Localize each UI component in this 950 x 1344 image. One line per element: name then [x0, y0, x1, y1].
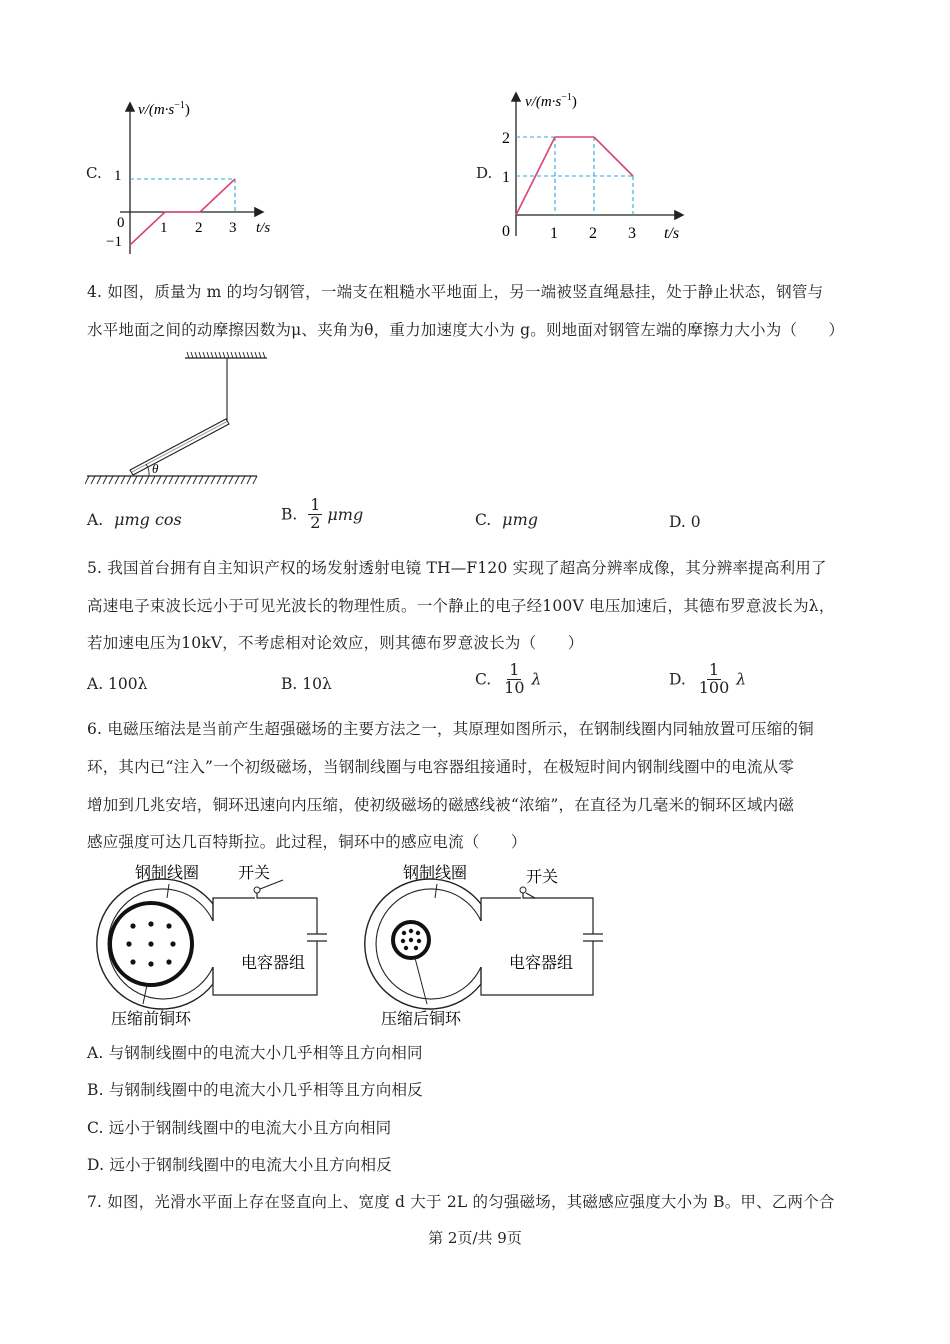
- switch-label-before: 开关: [238, 865, 271, 882]
- coil-before-diagram: [85, 858, 350, 1033]
- switch-label-after: 开关: [526, 869, 559, 886]
- q5-option-d-label: D.: [669, 670, 686, 689]
- coil-label-after: 钢制线圈: [403, 865, 468, 882]
- graph-c-x-tick-2: 2: [195, 220, 203, 236]
- q5-option-c-den: 10: [504, 677, 525, 697]
- q6-line-1: 6. 电磁压缩法是当前产生超强磁场的主要方法之一，其原理如图所示，在钢制线圈内同轴放置可压缩的铜: [87, 720, 814, 738]
- q6-figure-before: [85, 858, 350, 1033]
- page-footer: 第 2页/共 9页: [428, 1229, 522, 1247]
- q5-line-2: 高速电子束波长远小于可见光波长的物理性质。一个静止的电子经100V 电压加速后，其德布罗意波长为λ，: [87, 597, 835, 615]
- q5-option-d-num: 1: [708, 660, 720, 679]
- graph-c-y-tick-1: 1: [114, 168, 122, 184]
- q5-option-c[interactable]: [475, 662, 541, 697]
- capacitor-label-after: 电容器组: [509, 955, 574, 972]
- graph-d-option-label: D.: [476, 164, 493, 182]
- q6-option-c[interactable]: C. 远小于钢制线圈中的电流大小且方向相同: [87, 1119, 392, 1137]
- coil-label-before: 钢制线圈: [135, 865, 200, 882]
- q6-line-4: 感应强度可达几百特斯拉。此过程，铜环中的感应电流（ ）: [87, 833, 527, 851]
- q5-option-c-lambda: λ: [531, 670, 542, 689]
- graph-c-plot: [80, 92, 300, 262]
- q7-line-1: 7. 如图，光滑水平面上存在竖直向上、宽度 d 大于 2L 的匀强磁场，其磁感应强度大小为 B。甲、乙两个合: [87, 1193, 835, 1211]
- coil-after-diagram: [353, 858, 618, 1033]
- q5-option-d-lambda: λ: [736, 670, 747, 689]
- q5-option-d[interactable]: [669, 662, 746, 697]
- graph-c-ylabel: $v/(m\cdot s^{-1})$: [138, 100, 190, 118]
- graph-d-plot: [470, 86, 700, 246]
- angle-label: θ: [152, 461, 159, 476]
- graph-d-xlabel: t/s: [664, 225, 680, 242]
- q4-option-c-label: C.: [475, 511, 492, 529]
- graph-c-x-tick-3: 3: [229, 220, 237, 236]
- q4-option-d[interactable]: D. 0: [669, 513, 701, 531]
- q5-option-d-fraction: [697, 662, 732, 697]
- graph-d-x-tick-1: 1: [550, 225, 558, 242]
- q6-line-3: 增加到几兆安培，铜环迅速向内压缩，使初级磁场的磁感线被“浓缩”，在直径为几毫米的铜环区域内磁: [87, 796, 795, 814]
- q5-option-c-num: 1: [509, 660, 520, 679]
- q4-option-b-den: 2: [310, 512, 321, 532]
- graph-c-y-tick-neg1: −1: [106, 234, 122, 250]
- q4-option-b[interactable]: [281, 497, 363, 532]
- q5-option-c-label: C.: [475, 670, 492, 689]
- graph-c: [80, 92, 300, 262]
- q6-figure-after: [353, 858, 618, 1033]
- capacitor-label-before: 电容器组: [241, 955, 306, 972]
- q4-line-2: 水平地面之间的动摩擦因数为μ、夹角为θ，重力加速度大小为 g。则地面对钢管左端的摩擦力大小为（ ）: [87, 321, 845, 339]
- graph-c-option-label: C.: [86, 164, 102, 182]
- q6-option-b[interactable]: B. 与钢制线圈中的电流大小几乎相等且方向相反: [87, 1081, 423, 1099]
- q4-option-c-text: μmg: [502, 510, 538, 529]
- q6-line-2: 环，其内已“注入”一个初级磁场，当钢制线圈与电容器组接通时，在极短时间内钢制线圈中的电流从零: [87, 758, 795, 776]
- q5-option-a[interactable]: A. 100λ: [87, 675, 148, 693]
- q4-line-1: 4. 如图，质量为 m 的均匀钢管，一端支在粗糙水平地面上，另一端被竖直绳悬挂，处于静止状态，钢管与: [87, 283, 824, 301]
- graph-d: [470, 86, 700, 246]
- graph-c-x-tick-1: 1: [160, 220, 168, 236]
- graph-d-ylabel: $v/(m\cdot s^{-1})$: [525, 92, 577, 110]
- graph-d-y-tick-1: 1: [502, 169, 510, 186]
- graph-d-origin: 0: [502, 223, 510, 240]
- q4-option-a-text: μmg cos: [114, 510, 182, 529]
- graph-d-segment-1: [516, 137, 555, 215]
- graph-c-xlabel: t/s: [256, 220, 271, 236]
- q4-option-b-num: 1: [310, 495, 321, 514]
- q5-option-d-den: 100: [698, 677, 730, 697]
- ring-label-before: 压缩前铜环: [111, 1011, 192, 1028]
- graph-d-y-tick-2: 2: [502, 130, 510, 147]
- ring-label-after: 压缩后铜环: [381, 1011, 462, 1028]
- graph-d-x-tick-2: 2: [589, 225, 597, 242]
- graph-d-x-tick-3: 3: [628, 225, 636, 242]
- q4-option-c[interactable]: [475, 510, 538, 529]
- q4-option-a-label: A.: [87, 511, 104, 529]
- graph-c-segment-3: [200, 179, 235, 212]
- q5-option-c-fraction: [502, 662, 526, 697]
- q4-option-b-label: B.: [281, 505, 298, 524]
- q4-figure: [85, 350, 275, 490]
- q4-option-a[interactable]: [87, 510, 182, 529]
- q6-option-a[interactable]: A. 与钢制线圈中的电流大小几乎相等且方向相同: [87, 1044, 423, 1062]
- graph-c-origin: 0: [117, 215, 125, 231]
- q4-option-b-tail: μmg: [327, 504, 364, 524]
- q4-option-b-fraction: [308, 497, 322, 532]
- q5-option-b[interactable]: B. 10λ: [281, 675, 332, 693]
- q5-line-3: 若加速电压为10kV，不考虑相对论效应，则其德布罗意波长为（ ）: [87, 634, 584, 652]
- q5-line-1: 5. 我国首台拥有自主知识产权的场发射透射电镜 TH—F120 实现了超高分辨率成像，其分辨率提高利用了: [87, 559, 827, 577]
- graph-d-segment-3: [594, 137, 633, 176]
- q6-option-d[interactable]: D. 远小于钢制线圈中的电流大小且方向相反: [87, 1156, 392, 1174]
- steel-pipe-diagram: [85, 350, 275, 490]
